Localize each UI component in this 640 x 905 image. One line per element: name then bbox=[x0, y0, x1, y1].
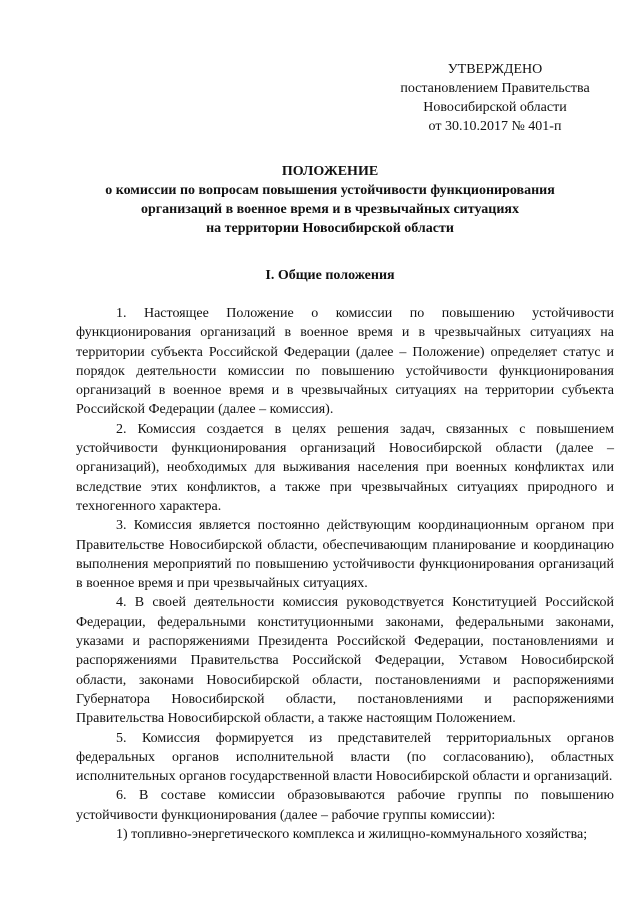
paragraph-4: 4. В своей деятельности комиссия руководствуется Конституцией Российской Федерации, федеральными конституционными законами, федеральными законами, указами и распоряжениями Президента Российской Федерации, постановлениями и распоряжениями Правительства Российской Федерации, Уставом Новосибирской области, законами Новосибирской области, постановлениями и распоряжениями Губернатора Новосибирской области, постановлениями и распоряжениями Правительства Новосибирской области, а также настоящим Положением. bbox=[76, 595, 614, 727]
approval-date-number: от 30.10.2017 № 401-п bbox=[428, 119, 562, 134]
section-heading: I. Общие положения bbox=[265, 268, 395, 283]
document-subtitle-line-1: о комиссии по вопросам повышения устойчивости функционирования bbox=[105, 183, 555, 198]
document-body bbox=[76, 304, 614, 844]
approval-stamp bbox=[380, 60, 610, 136]
paragraph-6-item-1: 1) топливно-энергетического комплекса и жилищно-коммунального хозяйства; bbox=[116, 827, 588, 843]
paragraph-6: 6. В составе комиссии образовываются рабочие группы по повышению устойчивости функционирования (далее – рабочие группы комиссии): bbox=[76, 788, 614, 823]
document-subtitle-line-2: организаций в военное время и в чрезвычайных ситуациях bbox=[141, 202, 519, 217]
paragraph-1: 1. Настоящее Положение о комиссии по повышению устойчивости функционирования организаций в военное время и в чрезвычайных ситуациях на территории субъекта Российской Федерации (далее – Положение) определяет статус и порядок деятельности комиссии по повышению устойчивости функционирования организаций в военное время и в чрезвычайных ситуациях на территории субъекта Российской Федерации (далее – комиссия). bbox=[76, 306, 614, 418]
document-subtitle-line-3: на территории Новосибирской области bbox=[206, 221, 454, 236]
paragraph-3: 3. Комиссия является постоянно действующим координационным органом при Правительстве Новосибирской области, обеспечивающим планирование и координацию выполнения мероприятий по повышению устойчивости функционирования организаций в военное время и при чрезвычайных ситуациях. bbox=[76, 518, 614, 592]
document-title bbox=[60, 162, 600, 238]
paragraph-5: 5. Комиссия формируется из представителей территориальных органов федеральных органов исполнительной власти (по согласованию), областных исполнительных органов государственной власти Новосибирской области и организаций. bbox=[76, 730, 614, 785]
document-heading: ПОЛОЖЕНИЕ bbox=[281, 164, 379, 179]
approval-decree-line: постановлением Правительства bbox=[400, 81, 590, 96]
approval-region-line: Новосибирской области bbox=[423, 100, 567, 115]
paragraph-2: 2. Комиссия создается в целях решения задач, связанных с повышением устойчивости функционирования организаций Новосибирской области (далее – организаций), необходимых для выживания населения при военных конфликтах или вследствие этих конфликтов, а также при чрезвычайных ситуациях природного и техногенного характера. bbox=[76, 421, 614, 514]
approval-label: УТВЕРЖДЕНО bbox=[447, 62, 543, 77]
